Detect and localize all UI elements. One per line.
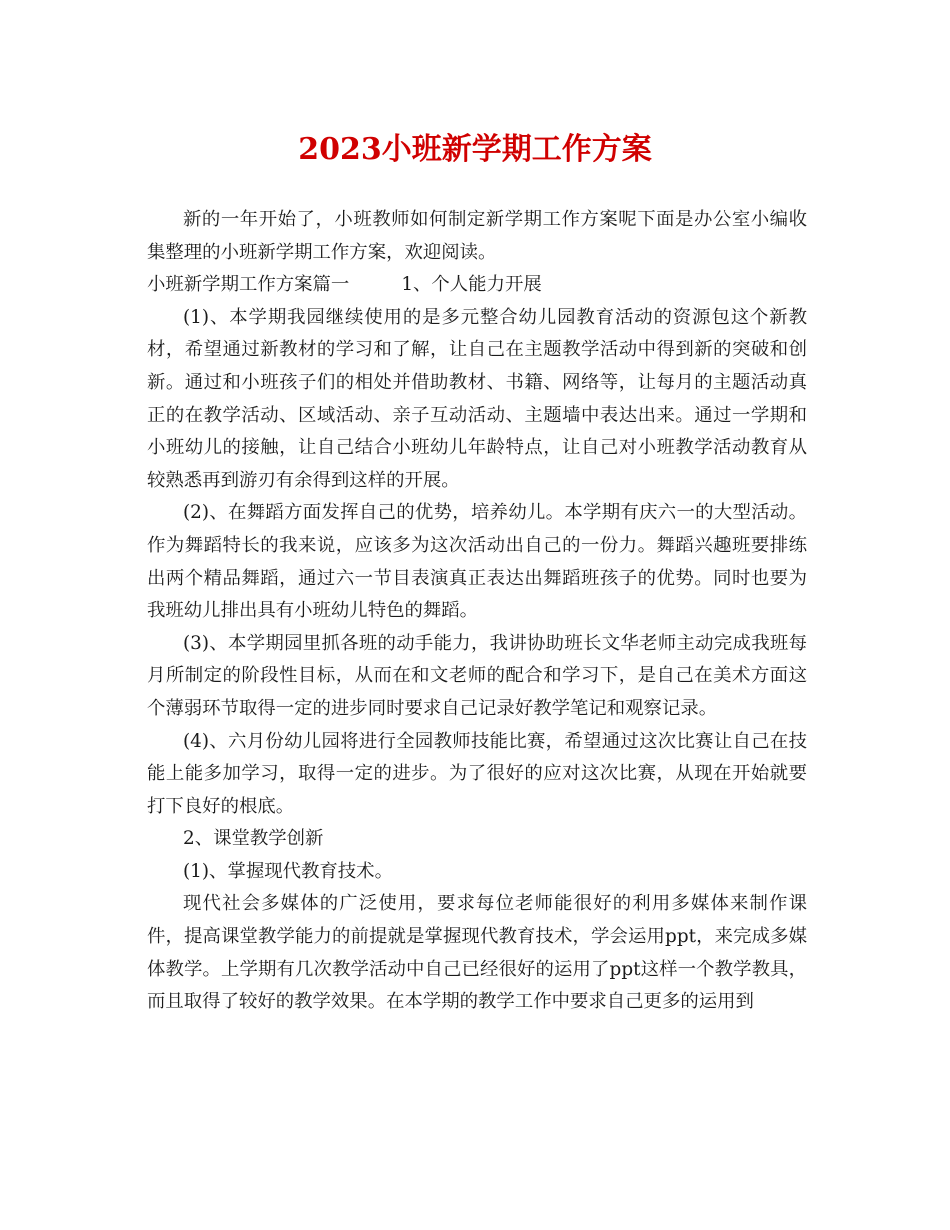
paragraph-4: (4)、六月份幼儿园将进行全园教师技能比赛，希望通过这次比赛让自己在技能上能多加学习，取得一定的进步。为了很好的应对这次比赛，从现在开始就要打下良好的根底。	[147, 730, 807, 817]
paragraph-2: (2)、在舞蹈方面发挥自己的优势，培养幼儿。本学期有庆六一的大型活动。作为舞蹈特长的我来说，应该多为这次活动出自己的一份力。舞蹈兴趣班要排练出两个精品舞蹈，通过六一节目表演真正表达出舞蹈班孩子的优势。同时也要为我班幼儿排出具有小班幼儿特色的舞蹈。	[147, 502, 807, 622]
subheading-classroom-innovation: 2、课堂教学创新	[183, 828, 324, 850]
intro-paragraph: 新的一年开始了，小班教师如何制定新学期工作方案呢下面是办公室小编收集整理的小班新学期工作方案，欢迎阅读。	[147, 209, 807, 263]
section-subheading: 1、个人能力开展	[401, 274, 542, 296]
document-body	[147, 204, 807, 1019]
document-title: 2023小班新学期工作方案	[298, 132, 652, 167]
section-heading: 小班新学期工作方案篇一	[147, 274, 350, 296]
paragraph-3: (3)、本学期园里抓各班的动手能力，我讲协助班长文华老师主动完成我班每月所制定的阶段性目标，从而在和文老师的配合和学习下，是自己在美术方面这个薄弱环节取得一定的进步同时要求自己记录好教学笔记和观察记录。	[147, 632, 807, 719]
paragraph-1: (1)、本学期我园继续使用的是多元整合幼儿园教育活动的资源包这个新教材，希望通过新教材的学习和了解，让自己在主题教学活动中得到新的突破和创新。通过和小班孩子们的相处并借助教材、书籍、网络等，让每月的主题活动真正的在教学活动、区域活动、亲子互动活动、主题墙中表达出来。通过一学期和小班幼儿的接触，让自己结合小班幼儿年龄特点，让自己对小班教学活动教育从较熟悉再到游刃有余得到这样的开展。	[147, 306, 807, 491]
subheading-modern-tech: (1)、掌握现代教育技术。	[183, 860, 393, 882]
section-heading-line	[147, 269, 807, 302]
paragraph-5: 现代社会多媒体的广泛使用，要求每位老师能很好的利用多媒体来制作课件，提高课堂教学能力的前提就是掌握现代教育技术，学会运用ppt，来完成多媒体教学。上学期有几次教学活动中自己已经很好的运用了ppt这样一个教学教具，而且取得了较好的教学效果。在本学期的教学工作中要求自己更多的运用到	[147, 893, 807, 1013]
